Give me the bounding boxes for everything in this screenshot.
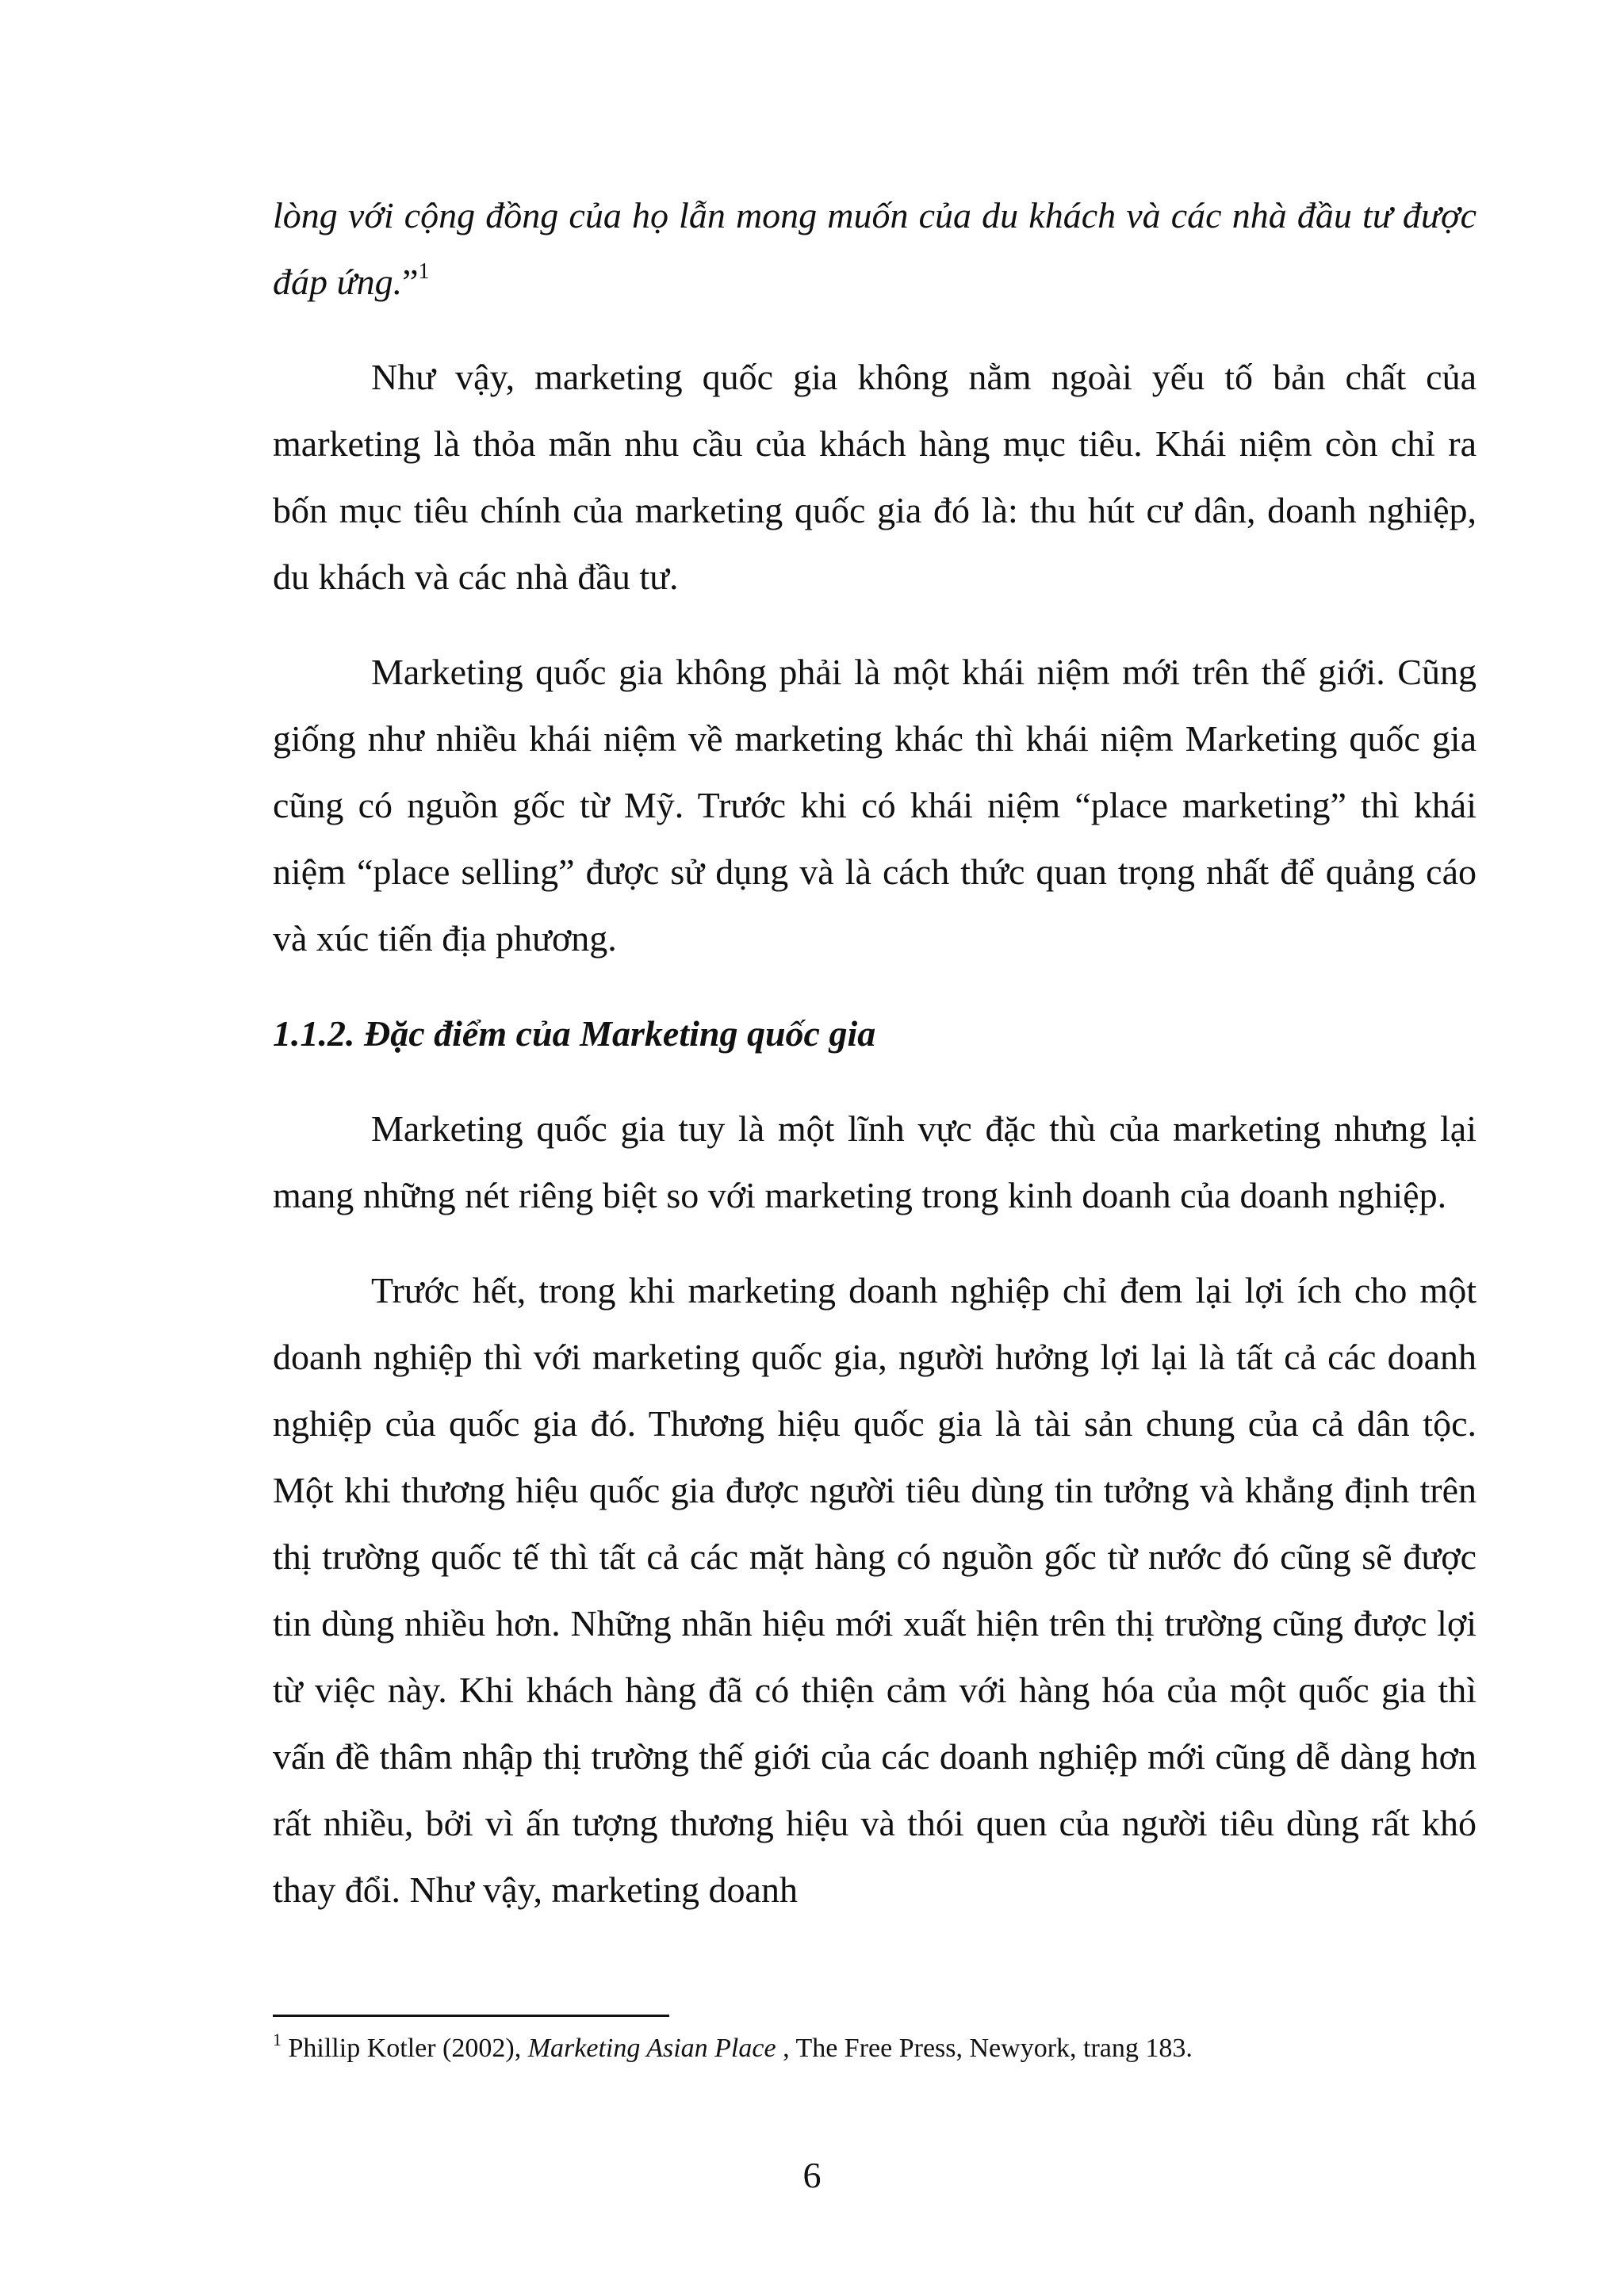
paragraph-2: Marketing quốc gia không phải là một khái niệm mới trên thế giới. Cũng giống như nhiều khái niệm về marketing khác thì khái niệm Marketing quốc gia cũng có nguồn gốc từ Mỹ. Trước khi có khái niệm “place marketing” thì khái niệm “place selling” được sử dụng và là cách thức quan trọng nhất để quảng cáo và xúc tiến địa phương. [273, 652, 1477, 959]
quote-continuation [273, 182, 1477, 316]
footnote-separator [273, 2015, 669, 2017]
footnote-author: Phillip Kotler (2002), [288, 2034, 528, 2063]
paragraph-4: Trước hết, trong khi marketing doanh nghiệp chỉ đem lại lợi ích cho một doanh nghiệp thì với marketing quốc gia, người hưởng lợi lại là tất cả các doanh nghiệp của quốc gia đó. Thương hiệu quốc gia là tài sản chung của cả dân tộc. Một khi thương hiệu quốc gia được người tiêu dùng tin tưởng và khẳng định trên thị trường quốc tế thì tất cả các mặt hàng có nguồn gốc từ nước đó cũng sẽ được tin dùng nhiều hơn. Những nhãn hiệu mới xuất hiện trên thị trường cũng được lợi từ việc này. Khi khách hàng đã có thiện cảm với hàng hóa của một quốc gia thì vấn đề thâm nhập thị trường thế giới của các doanh nghiệp mới cũng dễ dàng hơn rất nhiều, bởi vì ấn tượng thương hiệu và thói quen của người tiêu dùng rất khó thay đổi. Như vậy, marketing doanh [273, 1270, 1477, 1910]
footnote-details: , The Free Press, Newyork, trang 183. [776, 2034, 1193, 2063]
quote-text: lòng với cộng đồng của họ lẫn mong muốn của du khách và các nhà đầu tư được đáp ứng. [273, 195, 1477, 302]
paragraph-3: Marketing quốc gia tuy là một lĩnh vực đặc thù của marketing nhưng lại mang những nét riêng biệt so với marketing trong kinh doanh của doanh nghiệp. [273, 1108, 1477, 1215]
footnote [273, 2030, 1477, 2068]
footnote-title: Marketing Asian Place [527, 2034, 776, 2063]
body-text [273, 182, 1477, 1923]
section-heading: 1.1.2. Đặc điểm của Marketing quốc gia [273, 1013, 876, 1054]
footnote-reference: 1 [418, 258, 430, 284]
footnote-number: 1 [273, 2029, 282, 2049]
quote-close-mark: ” [402, 262, 419, 302]
paragraph-1: Như vậy, marketing quốc gia không nằm ngoài yếu tố bản chất của marketing là thỏa mãn nhu cầu của khách hàng mục tiêu. Khái niệm còn chỉ ra bốn mục tiêu chính của marketing quốc gia đó là: thu hút cư dân, doanh nghiệp, du khách và các nhà đầu tư. [273, 357, 1477, 597]
page-number: 6 [802, 2155, 822, 2195]
